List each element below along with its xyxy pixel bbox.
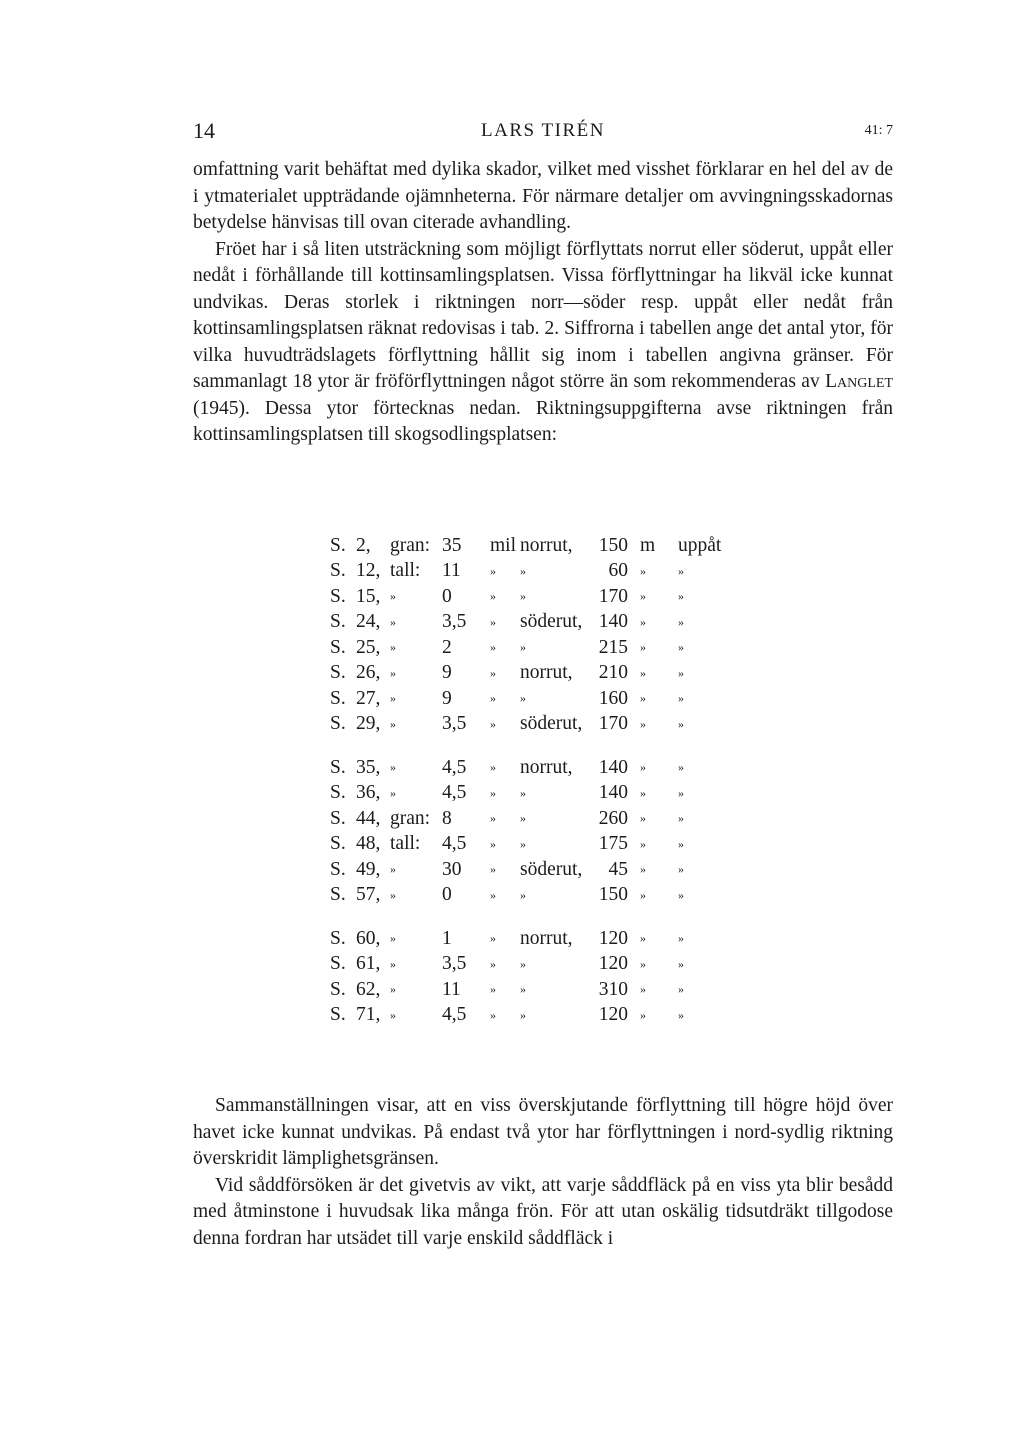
height-direction-cell: » — [678, 862, 684, 877]
plot-prefix-cell: S. — [330, 884, 346, 906]
distance-cell: 9 — [442, 662, 452, 684]
direction-cell: » — [520, 691, 526, 706]
height-cell: 140 — [598, 782, 628, 804]
height-cell: 170 — [598, 585, 628, 607]
distance-cell: 3,5 — [442, 953, 467, 975]
text-run: Fröet har i så liten utsträckning som möjligt förflyttats norrut eller söderut, uppåt eller nedåt i förhållande till kottinsamlingsplatsen. Vissa förflyttningar ha likväl icke kunnat undvikas. Deras storlek i riktningen norr—söder resp. uppåt eller nedåt från kottinsamlingsplatsen räknat redovisas i tab. 2. Siffrorna i tabellen ange det antal ytor, för vilka huvudträdslagets förflyttning hållit sig inom i tabellen angivna gränser. För sammanlagt 18 ytor är fröförflyttningen något större än som rekommenderas av — [193, 238, 893, 392]
plot-prefix-cell: S. — [330, 782, 346, 804]
plot-prefix-cell: S. — [330, 662, 346, 684]
distance-cell: 4,5 — [442, 782, 467, 804]
direction-cell: » — [520, 589, 526, 604]
paragraph: Sammanställningen visar, att en viss överskjutande förflyttning till högre höjd över havet icke kunnat undvikas. På endast två ytor har förflyttningen i nord-sydlig riktning överskridit lämplighetsgränsen. — [193, 1095, 893, 1169]
plot-prefix-cell: S. — [330, 833, 346, 855]
height-direction-cell: » — [678, 785, 684, 800]
height-cell: 150 — [598, 884, 628, 906]
distance-cell: 0 — [442, 884, 452, 906]
plot-row — [330, 781, 721, 807]
plot-number-cell: 26, — [356, 662, 381, 684]
species-cell: » — [390, 887, 396, 902]
plot-number-cell: 12, — [356, 560, 381, 582]
running-head-author: LARS TIRÉN — [481, 120, 605, 141]
plot-row — [330, 1003, 721, 1029]
height-unit-cell: » — [640, 760, 646, 775]
direction-cell: » — [520, 811, 526, 826]
plot-row — [330, 977, 721, 1003]
distance-unit-cell: » — [490, 589, 496, 604]
plot-row — [330, 857, 721, 883]
plot-row — [330, 712, 721, 738]
plot-row — [330, 686, 721, 712]
distance-unit-cell: » — [490, 716, 496, 731]
plot-number-cell: 15, — [356, 585, 381, 607]
body-text-top — [193, 157, 893, 449]
distance-unit-cell: » — [490, 665, 496, 680]
distance-unit-cell: » — [490, 887, 496, 902]
plot-number-cell: 24, — [356, 611, 381, 633]
volume-number: 41: 7 — [864, 123, 893, 138]
species-cell: » — [390, 640, 396, 655]
direction-cell: » — [520, 1007, 526, 1022]
distance-cell: 2 — [442, 636, 452, 658]
plot-prefix-cell: S. — [330, 636, 346, 658]
direction-cell: norrut, — [520, 662, 573, 684]
species-cell: » — [390, 691, 396, 706]
height-direction-cell: » — [678, 691, 684, 706]
plot-prefix-cell: S. — [330, 927, 346, 949]
direction-cell: » — [520, 836, 526, 851]
plot-number-cell: 48, — [356, 833, 381, 855]
distance-cell: 0 — [442, 585, 452, 607]
plot-row — [330, 806, 721, 832]
distance-cell: 30 — [442, 858, 462, 880]
plot-number-cell: 25, — [356, 636, 381, 658]
distance-unit-cell: » — [490, 836, 496, 851]
height-cell: 215 — [598, 636, 628, 658]
plot-prefix-cell: S. — [330, 585, 346, 607]
plot-prefix-cell: S. — [330, 1004, 346, 1026]
height-unit-cell: » — [640, 785, 646, 800]
height-direction-cell: » — [678, 614, 684, 629]
plot-row — [330, 832, 721, 858]
plot-prefix-cell: S. — [330, 953, 346, 975]
distance-cell: 3,5 — [442, 713, 467, 735]
plot-row — [330, 559, 721, 585]
height-unit-cell: m — [640, 534, 656, 556]
plot-prefix-cell: S. — [330, 611, 346, 633]
plot-row — [330, 883, 721, 909]
height-unit-cell: » — [640, 691, 646, 706]
plot-row — [330, 533, 721, 559]
plot-row — [330, 661, 721, 687]
species-cell: » — [390, 931, 396, 946]
height-unit-cell: » — [640, 982, 646, 997]
plot-number-cell: 44, — [356, 807, 381, 829]
height-direction-cell: » — [678, 956, 684, 971]
distance-cell: 8 — [442, 807, 452, 829]
distance-cell: 1 — [442, 927, 452, 949]
plot-number-cell: 36, — [356, 782, 381, 804]
plot-number-cell: 60, — [356, 927, 381, 949]
species-cell: » — [390, 785, 396, 800]
height-direction-cell: uppåt — [678, 534, 722, 556]
plot-number-cell: 57, — [356, 884, 381, 906]
height-cell: 120 — [598, 953, 628, 975]
height-cell: 175 — [598, 833, 628, 855]
plot-prefix-cell: S. — [330, 807, 346, 829]
distance-unit-cell: » — [490, 1007, 496, 1022]
height-cell: 310 — [598, 978, 628, 1000]
plot-row — [330, 952, 721, 978]
direction-cell: » — [520, 785, 526, 800]
distance-cell: 35 — [442, 534, 462, 556]
height-direction-cell: » — [678, 931, 684, 946]
plot-prefix-cell: S. — [330, 687, 346, 709]
height-unit-cell: » — [640, 956, 646, 971]
height-direction-cell: » — [678, 665, 684, 680]
height-direction-cell: » — [678, 982, 684, 997]
distance-unit-cell: » — [490, 640, 496, 655]
page-number: 14 — [193, 118, 215, 143]
height-unit-cell: » — [640, 862, 646, 877]
direction-cell: » — [520, 982, 526, 997]
height-unit-cell: » — [640, 887, 646, 902]
paragraph: omfattning varit behäftat med dylika skador, vilket med visshet förklarar en hel del av de i ytmaterialet uppträdande ojämnheterna. För närmare detaljer om avvingningsskadornas betydelse hänvisas till ovan citerade avhandling. — [193, 159, 893, 233]
height-cell: 140 — [598, 756, 628, 778]
height-direction-cell: » — [678, 1007, 684, 1022]
height-unit-cell: » — [640, 614, 646, 629]
direction-cell: norrut, — [520, 534, 573, 556]
distance-cell: 11 — [442, 978, 461, 1000]
author-citation: Langlet — [825, 371, 893, 392]
plot-prefix-cell: S. — [330, 534, 346, 556]
height-cell: 150 — [598, 534, 628, 556]
direction-cell: söderut, — [520, 713, 583, 735]
direction-cell: » — [520, 956, 526, 971]
height-cell: 260 — [598, 807, 628, 829]
species-cell: » — [390, 862, 396, 877]
plot-row — [330, 737, 721, 781]
distance-cell: 4,5 — [442, 833, 467, 855]
paragraph: Vid såddförsöken är det givetvis av vikt, att varje såddfläck på en viss yta blir besådd med åtminstone i huvudsak lika många frön. För att utan oskälig tidsutdräkt tillgodose denna fordran har utsädet till varje enskild såddfläck i — [193, 1174, 893, 1249]
species-cell: » — [390, 760, 396, 775]
plot-number-cell: 29, — [356, 713, 381, 735]
distance-cell: 4,5 — [442, 1004, 467, 1026]
height-direction-cell: » — [678, 563, 684, 578]
plot-list — [330, 533, 721, 1028]
species-cell: gran: — [390, 534, 431, 556]
distance-cell: 9 — [442, 687, 452, 709]
height-direction-cell: » — [678, 716, 684, 731]
distance-unit-cell: mil — [490, 534, 517, 556]
plot-number-cell: 35, — [356, 756, 381, 778]
height-cell: 140 — [598, 611, 628, 633]
height-cell: 60 — [608, 560, 628, 582]
direction-cell: norrut, — [520, 756, 573, 778]
direction-cell: söderut, — [520, 611, 583, 633]
height-cell: 120 — [598, 927, 628, 949]
direction-cell: norrut, — [520, 927, 573, 949]
height-unit-cell: » — [640, 931, 646, 946]
plot-number-cell: 2, — [356, 534, 371, 556]
text-run: (1945). Dessa ytor förtecknas nedan. Riktningsuppgifterna avse riktningen från kottinsamlingsplatsen till skogsodlingsplatsen: — [193, 397, 893, 445]
direction-cell: söderut, — [520, 858, 583, 880]
plot-row — [330, 610, 721, 636]
body-text-bottom — [193, 1093, 893, 1252]
species-cell: » — [390, 982, 396, 997]
direction-cell: » — [520, 640, 526, 655]
direction-cell: » — [520, 563, 526, 578]
distance-unit-cell: » — [490, 760, 496, 775]
distance-unit-cell: » — [490, 931, 496, 946]
height-unit-cell: » — [640, 563, 646, 578]
distance-unit-cell: » — [490, 614, 496, 629]
height-unit-cell: » — [640, 589, 646, 604]
species-cell: » — [390, 665, 396, 680]
height-direction-cell: » — [678, 640, 684, 655]
plot-number-cell: 61, — [356, 953, 381, 975]
height-unit-cell: » — [640, 640, 646, 655]
species-cell: » — [390, 589, 396, 604]
distance-unit-cell: » — [490, 956, 496, 971]
plot-number-cell: 27, — [356, 687, 381, 709]
species-cell: tall: — [390, 560, 421, 582]
height-cell: 120 — [598, 1004, 628, 1026]
height-unit-cell: » — [640, 716, 646, 731]
height-direction-cell: » — [678, 811, 684, 826]
distance-cell: 3,5 — [442, 611, 467, 633]
running-header — [193, 118, 893, 148]
species-cell: » — [390, 614, 396, 629]
plot-prefix-cell: S. — [330, 978, 346, 1000]
species-cell: » — [390, 716, 396, 731]
species-cell: gran: — [390, 807, 431, 829]
height-direction-cell: » — [678, 589, 684, 604]
direction-cell: » — [520, 887, 526, 902]
distance-cell: 4,5 — [442, 756, 467, 778]
plot-number-cell: 62, — [356, 978, 381, 1000]
height-unit-cell: » — [640, 811, 646, 826]
height-cell: 210 — [598, 662, 628, 684]
distance-cell: 11 — [442, 560, 461, 582]
distance-unit-cell: » — [490, 785, 496, 800]
height-cell: 45 — [608, 858, 628, 880]
height-unit-cell: » — [640, 836, 646, 851]
height-direction-cell: » — [678, 760, 684, 775]
height-direction-cell: » — [678, 836, 684, 851]
plot-prefix-cell: S. — [330, 560, 346, 582]
species-cell: » — [390, 956, 396, 971]
species-cell: » — [390, 1007, 396, 1022]
plot-row — [330, 908, 721, 952]
plot-prefix-cell: S. — [330, 713, 346, 735]
height-unit-cell: » — [640, 1007, 646, 1022]
plot-prefix-cell: S. — [330, 756, 346, 778]
distance-unit-cell: » — [490, 862, 496, 877]
plot-prefix-cell: S. — [330, 858, 346, 880]
height-cell: 160 — [598, 687, 628, 709]
distance-unit-cell: » — [490, 982, 496, 997]
plot-row — [330, 584, 721, 610]
height-direction-cell: » — [678, 887, 684, 902]
height-cell: 170 — [598, 713, 628, 735]
distance-unit-cell: » — [490, 691, 496, 706]
plot-number-cell: 49, — [356, 858, 381, 880]
species-cell: tall: — [390, 833, 421, 855]
distance-unit-cell: » — [490, 563, 496, 578]
plot-number-cell: 71, — [356, 1004, 381, 1026]
paragraph — [193, 237, 893, 449]
distance-unit-cell: » — [490, 811, 496, 826]
height-unit-cell: » — [640, 665, 646, 680]
plot-row — [330, 635, 721, 661]
